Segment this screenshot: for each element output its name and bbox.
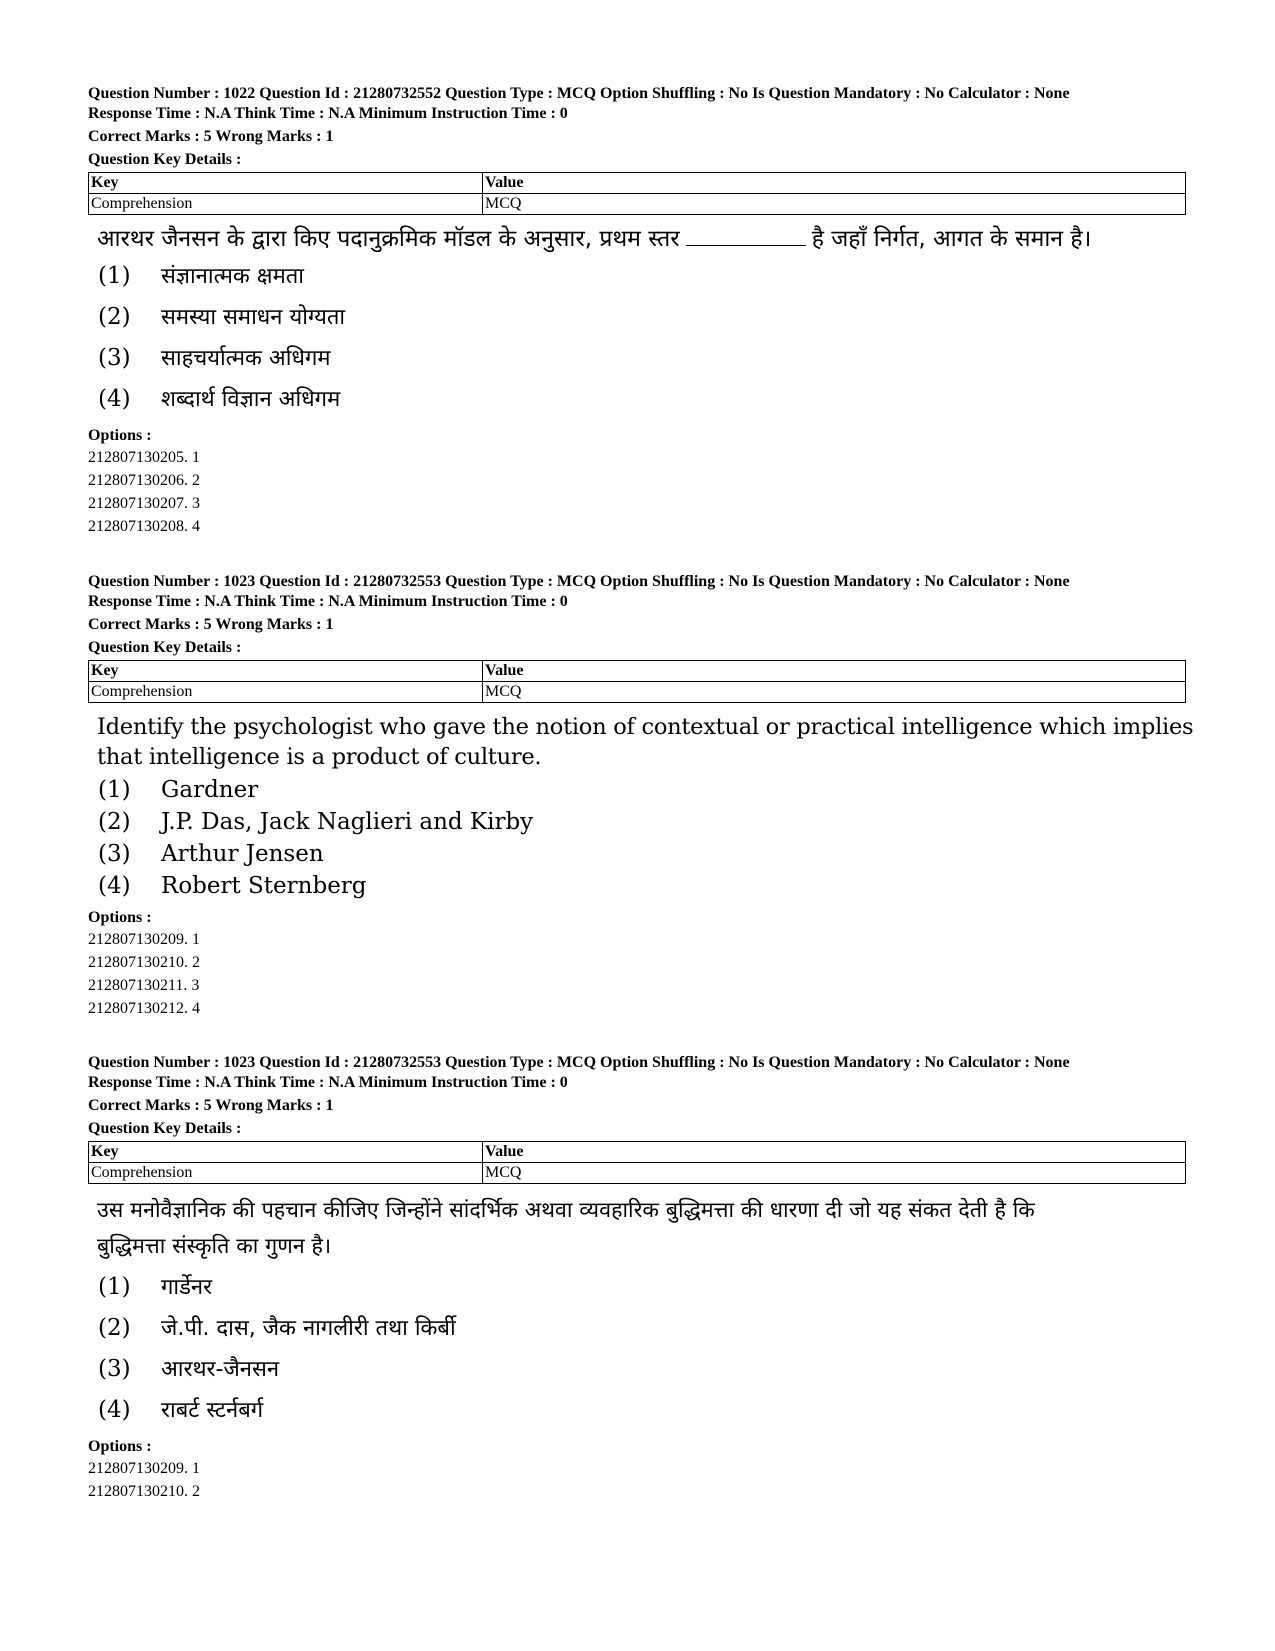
- option-list: [88, 774, 1186, 902]
- question-meta-line2: Response Time : N.A Think Time : N.A Minimum Instruction Time : 0: [88, 593, 568, 610]
- table-header-key: Key: [89, 173, 483, 194]
- option-number: (3): [98, 841, 131, 867]
- option-text: Arthur Jensen: [161, 841, 324, 867]
- question-text: [97, 712, 1194, 772]
- option-list: [88, 256, 1186, 420]
- question-meta: [88, 1053, 1186, 1139]
- question-text-before-blank: आरथर जैनसन के द्वारा किए पदानुक्रमिक मॉडल के अनुसार, प्रथम स्तर: [97, 226, 680, 252]
- question-block-1023-hindi: [88, 1053, 1186, 1503]
- question-block-1022: [88, 84, 1186, 538]
- option-id: 212807130207. 3: [88, 495, 200, 512]
- key-details-table: [88, 660, 1186, 703]
- question-meta-line2: Response Time : N.A Think Time : N.A Minimum Instruction Time : 0: [88, 1074, 568, 1091]
- fill-in-blank: [686, 225, 806, 246]
- option-item: [98, 297, 1186, 338]
- question-text: [97, 1193, 1186, 1265]
- option-number: (2): [98, 809, 131, 835]
- table-cell-value: MCQ: [483, 194, 1186, 215]
- option-item: [98, 338, 1186, 379]
- option-number: (2): [98, 304, 131, 330]
- option-text: शब्दार्थ विज्ञान अधिगम: [161, 387, 341, 412]
- table-header-key: Key: [89, 1142, 483, 1163]
- question-text-line1: Identify the psychologist who gave the notion of contextual or practical intelligence which implies: [97, 714, 1194, 740]
- option-number: (3): [98, 345, 131, 371]
- table-cell-value: MCQ: [483, 682, 1186, 703]
- option-number: (4): [98, 386, 131, 412]
- table-row: [89, 682, 1186, 703]
- table-header-row: [89, 661, 1186, 682]
- option-id: 212807130210. 2: [88, 954, 200, 971]
- question-text-after-blank: है जहाँ निर्गत, आगत के समान है।: [811, 226, 1092, 252]
- option-number: (3): [98, 1356, 131, 1382]
- options-label: Options :: [88, 1438, 152, 1455]
- option-item: [98, 838, 1186, 870]
- option-id: 212807130206. 2: [88, 472, 200, 489]
- option-item: [98, 379, 1186, 420]
- option-id: 212807130212. 4: [88, 1000, 200, 1017]
- question-text-line1: उस मनोवैज्ञानिक की पहचान कीजिए जिन्होंने सांदर्भिक अथवा व्यवहारिक बुद्धिमत्ता की धारणा दी जो यह संकत देती है कि: [97, 1198, 1035, 1223]
- option-id: 212807130209. 1: [88, 931, 200, 948]
- table-row: [89, 1163, 1186, 1184]
- option-item: [98, 774, 1186, 806]
- option-text: Robert Sternberg: [161, 873, 367, 899]
- key-details-label: Question Key Details :: [88, 1120, 242, 1137]
- table-header-value: Value: [483, 661, 1186, 682]
- option-text: आरथर-जैनसन: [161, 1357, 280, 1382]
- options-label: Options :: [88, 909, 152, 926]
- option-id: 212807130211. 3: [88, 977, 200, 994]
- option-id: 212807130210. 2: [88, 1483, 200, 1500]
- option-text: समस्या समाधन योग्यता: [161, 305, 346, 330]
- option-item: [98, 1308, 1186, 1349]
- option-id: 212807130209. 1: [88, 1460, 200, 1477]
- option-list: [88, 1267, 1186, 1431]
- question-text: [97, 224, 1186, 254]
- table-header-row: [89, 1142, 1186, 1163]
- option-item: [98, 1349, 1186, 1390]
- table-cell-key: Comprehension: [89, 1163, 483, 1184]
- question-meta-line2: Response Time : N.A Think Time : N.A Minimum Instruction Time : 0: [88, 105, 568, 122]
- table-cell-key: Comprehension: [89, 194, 483, 215]
- option-item: [98, 1267, 1186, 1308]
- table-header-value: Value: [483, 1142, 1186, 1163]
- option-item: [98, 1390, 1186, 1431]
- option-id: 212807130208. 4: [88, 518, 200, 535]
- option-id: 212807130205. 1: [88, 449, 200, 466]
- key-details-label: Question Key Details :: [88, 151, 242, 168]
- option-text: संज्ञानात्मक क्षमता: [161, 264, 304, 289]
- option-text: साहचर्यात्मक अधिगम: [161, 346, 331, 371]
- table-header-value: Value: [483, 173, 1186, 194]
- option-number: (1): [98, 1274, 131, 1300]
- question-meta: [88, 84, 1186, 170]
- option-item: [98, 806, 1186, 838]
- option-text: जे.पी. दास, जैक नागलीरी तथा किर्बी: [161, 1316, 456, 1341]
- question-meta-line1: Question Number : 1022 Question Id : 21280732552 Question Type : MCQ Option Shuffling : No Is Question Mandatory : No Calculator : None: [88, 85, 1070, 102]
- option-number: (2): [98, 1315, 131, 1341]
- option-number: (4): [98, 873, 131, 899]
- option-text: J.P. Das, Jack Naglieri and Kirby: [161, 809, 534, 835]
- table-header-row: [89, 173, 1186, 194]
- key-details-label: Question Key Details :: [88, 639, 242, 656]
- option-text: गार्डेनर: [161, 1275, 213, 1300]
- question-meta-line1: Question Number : 1023 Question Id : 21280732553 Question Type : MCQ Option Shuffling : No Is Question Mandatory : No Calculator : None: [88, 1054, 1070, 1071]
- option-text: Gardner: [161, 777, 259, 803]
- key-details-table: [88, 1141, 1186, 1184]
- option-item: [98, 870, 1186, 902]
- marks-line: Correct Marks : 5 Wrong Marks : 1: [88, 616, 334, 633]
- marks-line: Correct Marks : 5 Wrong Marks : 1: [88, 128, 334, 145]
- question-block-1023-english: [88, 572, 1194, 1020]
- key-details-table: [88, 172, 1186, 215]
- table-cell-value: MCQ: [483, 1163, 1186, 1184]
- table-header-key: Key: [89, 661, 483, 682]
- option-item: [98, 256, 1186, 297]
- option-number: (4): [98, 1397, 131, 1423]
- option-text: राबर्ट स्टर्नबर्ग: [161, 1398, 264, 1423]
- question-text-line2: बुद्धिमत्ता संस्कृति का गुणन है।: [97, 1234, 332, 1259]
- table-row: [89, 194, 1186, 215]
- question-meta: [88, 572, 1186, 658]
- options-label: Options :: [88, 427, 152, 444]
- question-meta-line1: Question Number : 1023 Question Id : 21280732553 Question Type : MCQ Option Shuffling : No Is Question Mandatory : No Calculator : None: [88, 573, 1070, 590]
- table-cell-key: Comprehension: [89, 682, 483, 703]
- option-number: (1): [98, 263, 131, 289]
- marks-line: Correct Marks : 5 Wrong Marks : 1: [88, 1097, 334, 1114]
- option-number: (1): [98, 777, 131, 803]
- question-text-line2: that intelligence is a product of culture.: [97, 744, 542, 770]
